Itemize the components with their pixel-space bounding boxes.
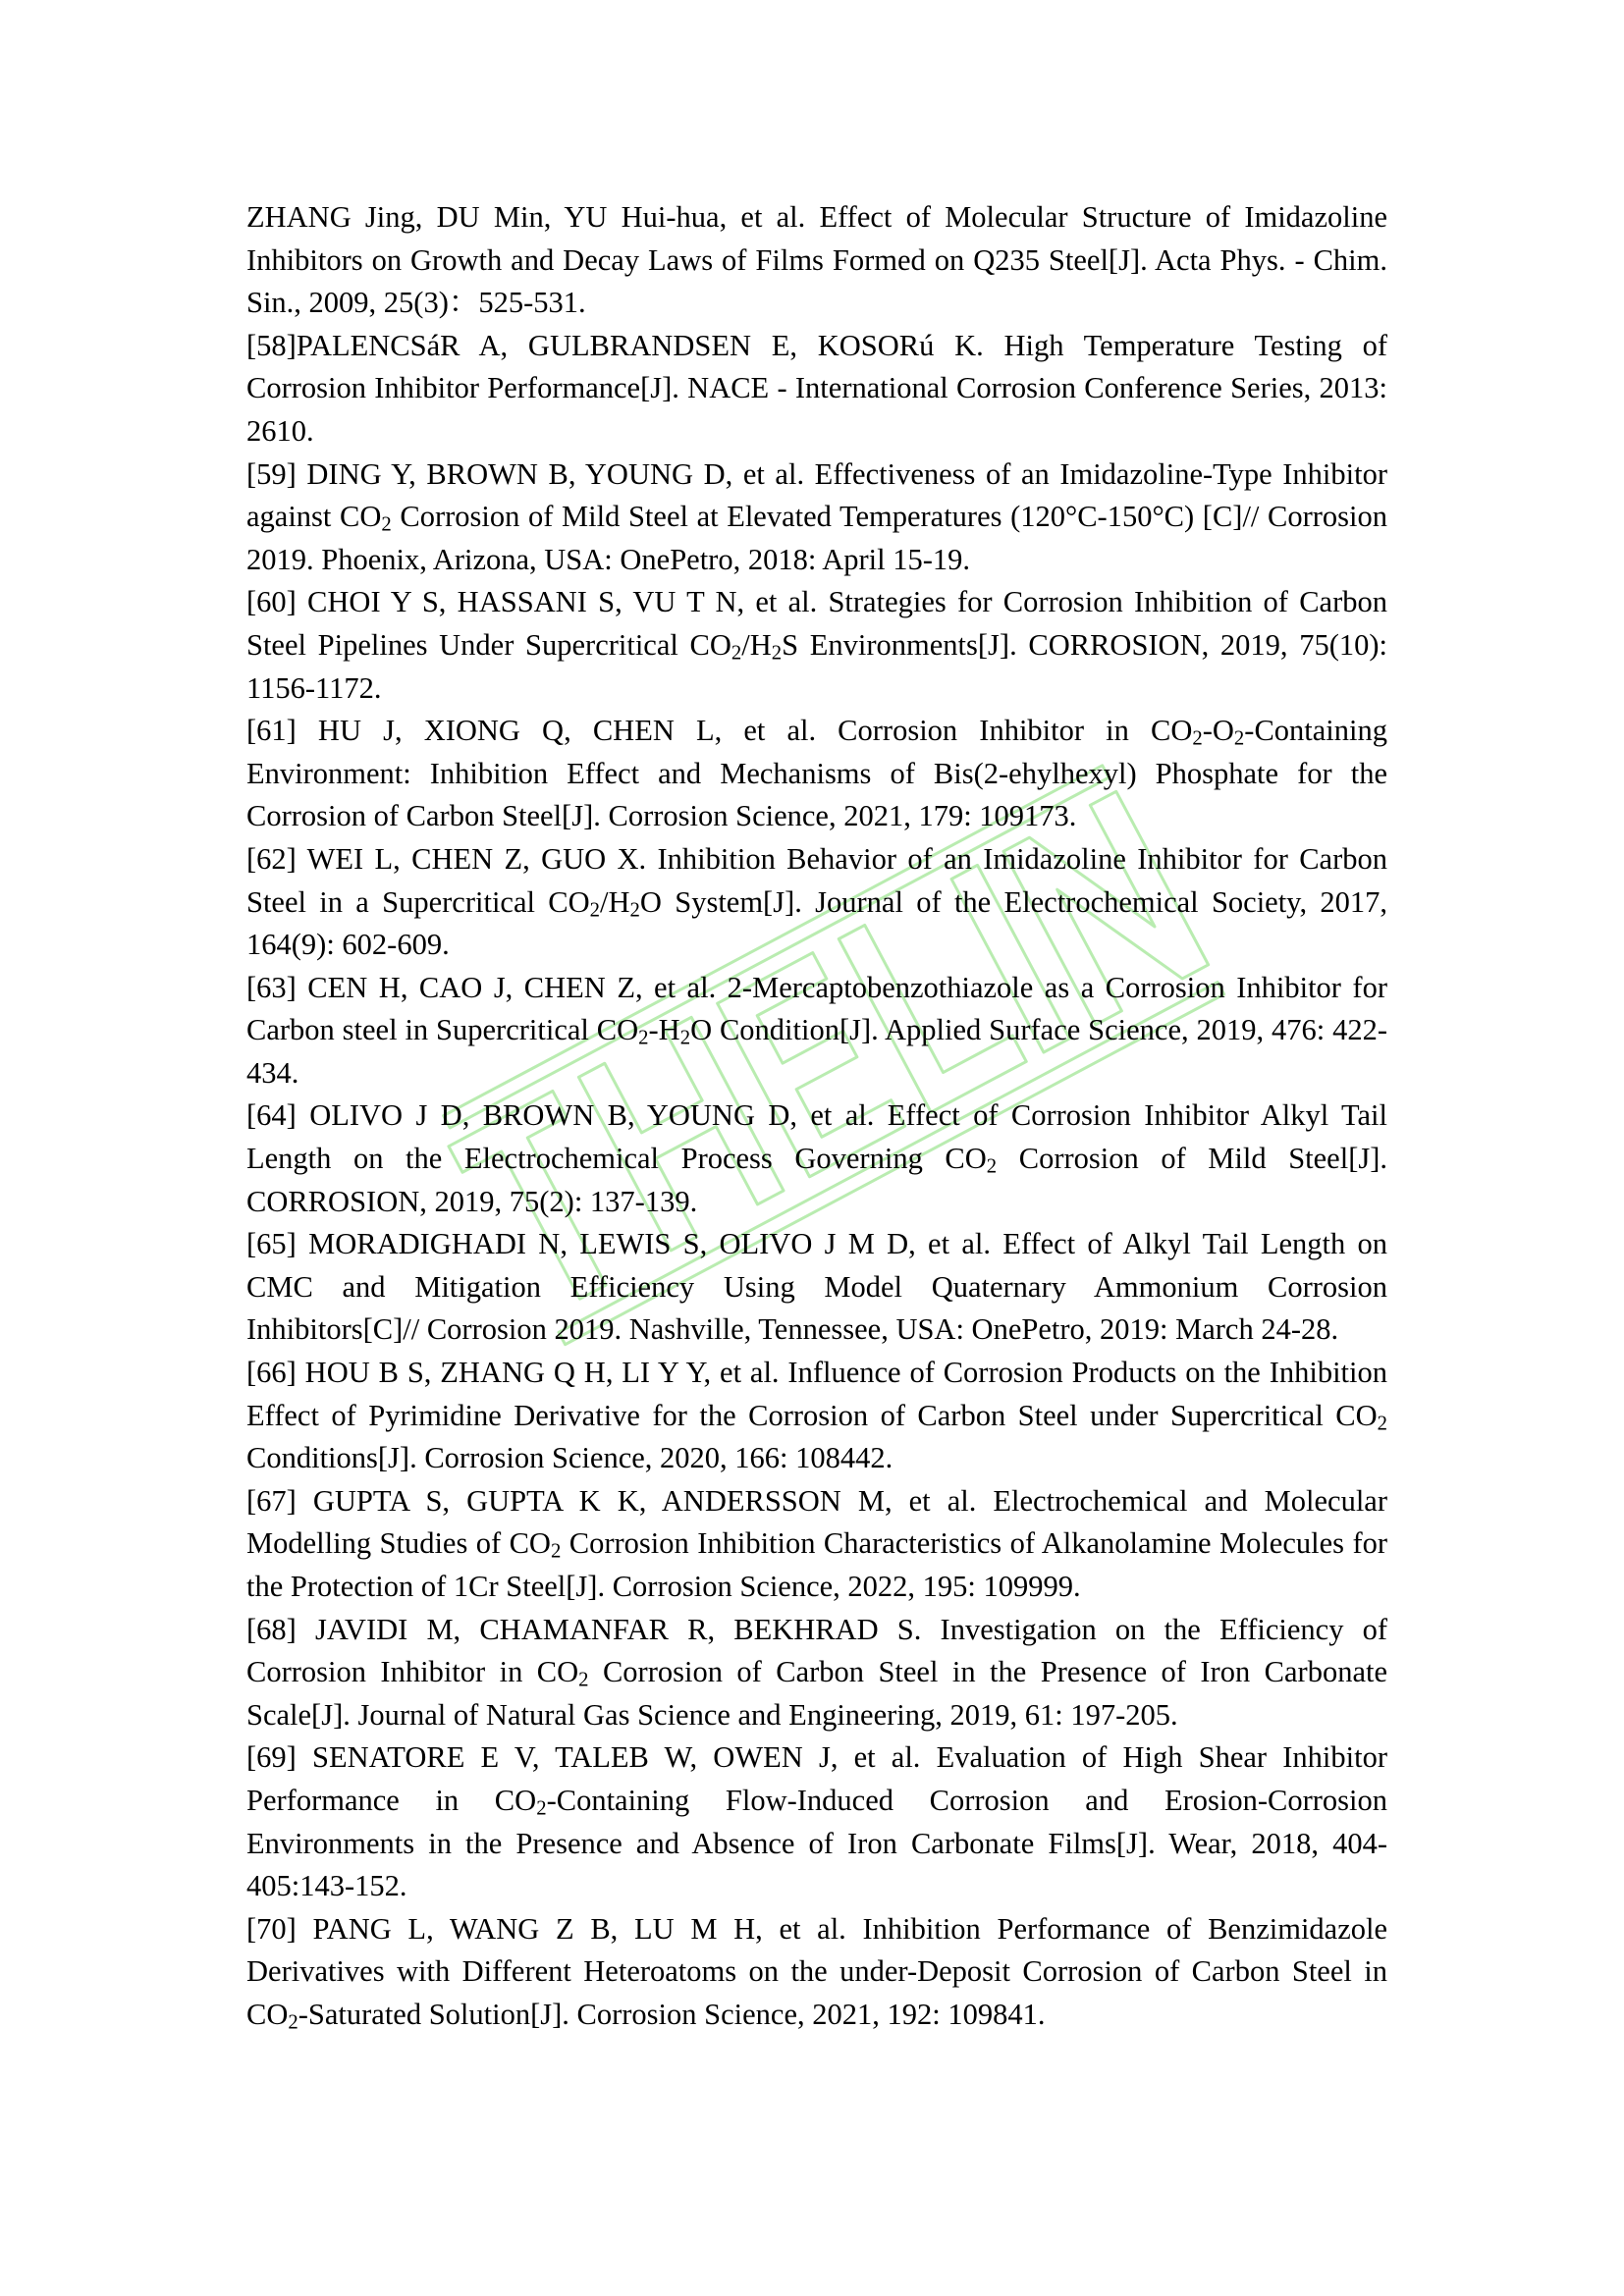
reference-text: Corrosion of Mild Steel at Elevated Temperatures (120°C-150°C) [C]// Corrosion 2019. Phoenix, Arizona, USA: OnePetro, 2018: April 15-19. [246,500,1388,576]
reference-entry [246,454,1387,582]
reference-text: 2 [771,642,783,665]
reference-text: [62] WEI L, CHEN Z, GUO X. Inhibition Behavior of an Imidazoline Inhibitor for Carbon Steel in a Supercritical CO [246,841,1387,919]
reference-text: 2 [679,1027,691,1049]
reference-text: -Containing Environment: Inhibition Effect and Mechanisms of Bis(2-ehylhexyl) Phosphate for the Corrosion of Carbon Steel[J]. Corrosion Science, 2021, 179: 109173. [246,714,1387,833]
reference-text: 2 [986,1155,998,1178]
reference-text: O System[J]. Journal of the Electrochemical Society, 2017, 164(9): 602-609. [246,884,1388,962]
reference-text: 2 [1192,727,1203,750]
reference-entry [246,325,1387,454]
reference-text: Corrosion of Carbon Steel in the Presence of Iron Carbonate Scale[J]. Journal of Natural Gas Science and Engineering, 2019, 61: 197-205. [246,1655,1387,1732]
reference-text: 2 [288,2011,298,2034]
reference-text: [60] CHOI Y S, HASSANI S, VU T N, et al. Strategies for Corrosion Inhibition of Carbon Steel Pipelines Under Supercritical CO [246,585,1387,662]
reference-text: O Condition[J]. Applied Surface Science, 2019, 476: 422-434. [246,1013,1387,1090]
reference-entry [246,1352,1387,1480]
reference-entry [246,1908,1387,2037]
reference-entry [246,1609,1387,1737]
reference-entry [246,710,1387,838]
reference-text: [68] JAVIDI M, CHAMANFAR R, BEKHRAD S. Investigation on the Efficiency of Corrosion Inhibitor in CO [246,1612,1387,1689]
reference-text: Corrosion Inhibition Characteristics of Alkanolamine Molecules for the Protection of 1Cr Steel[J]. Corrosion Science, 2022, 195: 109999. [246,1526,1388,1603]
reference-entry [246,196,1387,325]
reference-entry [246,1736,1387,1907]
reference-text: /H [741,627,772,662]
reference-text: /H [600,884,630,919]
reference-text: 2 [731,642,742,665]
reference-text: S Environments[J]. CORROSION, 2019, 75(10): 1156-1172. [246,627,1387,705]
reference-text: 2 [1377,1413,1387,1435]
reference-entry [246,1095,1387,1223]
reference-entry [246,1223,1387,1352]
reference-text: [69] SENATORE E V, TALEB W, OWEN J, et al. Evaluation of High Shear Inhibitor Performance in CO [246,1740,1387,1817]
reference-entry [246,967,1387,1095]
reference-text: -Saturated Solution[J]. Corrosion Science, 2021, 192: 109841. [298,1997,1046,2031]
reference-text: 2 [638,1027,649,1049]
reference-text: [65] MORADIGHADI N, LEWIS S, OLIVO J M D, et al. Effect of Alkyl Tail Length on CMC and Mitigation Efficiency Using Model Quaternary Ammonium Corrosion Inhibitors[C]// Corrosion 2019. Nashville, Tennessee, USA: OnePetro, 2019: March 24-28. [246,1227,1387,1347]
reference-text: [58]PALENCSáR A, GULBRANDSEN E, KOSORú K. High Temperature Testing of Corrosion Inhibitor Performance[J]. NACE - International Corrosion Conference Series, 2013: 2610. [246,328,1387,448]
reference-text: 2 [578,1669,589,1691]
reference-text: -H [648,1013,680,1047]
reference-entry [246,1480,1387,1609]
reference-text: 2 [550,1540,562,1563]
reference-text: [66] HOU B S, ZHANG Q H, LI Y Y, et al. Influence of Corrosion Products on the Inhibition Effect of Pyrimidine Derivative for the Corrosion of Carbon Steel under Supercritical CO [246,1356,1387,1432]
reference-text: -O [1202,714,1234,748]
reference-text: Conditions[J]. Corrosion Science, 2020, 166: 108442. [246,1441,893,1475]
reference-text: 2 [1233,727,1245,750]
reference-text: [61] HU J, XIONG Q, CHEN L, et al. Corrosion Inhibitor in CO [246,714,1193,748]
reference-list [246,196,1387,2037]
reference-text: [70] PANG L, WANG Z B, LU M H, et al. Inhibition Performance of Benzimidazole Derivatives with Different Heteroatoms on the under-Deposit Corrosion of Carbon Steel in CO [246,1911,1387,2031]
reference-text: -Containing Flow-Induced Corrosion and Erosion-Corrosion Environments in the Presence and Absence of Iron Carbonate Films[J]. Wear, 2018, 404-405:143-152. [246,1783,1387,1903]
reference-text: [59] DING Y, BROWN B, YOUNG D, et al. Effectiveness of an Imidazoline-Type Inhibitor against CO [246,456,1387,534]
reference-text: [67] GUPTA S, GUPTA K K, ANDERSSON M, et al. Electrochemical and Molecular Modelling Studies of CO [246,1483,1387,1561]
reference-text: [63] CEN H, CAO J, CHEN Z, et al. 2-Mercaptobenzothiazole as a Corrosion Inhibitor for Carbon steel in Supercritical CO [246,970,1387,1047]
reference-text: 2 [536,1797,547,1820]
reference-text: [64] OLIVO J D, BROWN B, YOUNG D, et al. Effect of Corrosion Inhibitor Alkyl Tail Length on the Electrochemical Process Governing CO [246,1098,1387,1176]
reference-text: 2 [589,899,601,922]
reference-text: ZHANG Jing, DU Min, YU Hui-hua, et al. Effect of Molecular Structure of Imidazoline Inhibitors on Growth and Decay Laws of Films Formed on Q235 Steel[J]. Acta Phys. - Chim. Sin., 2009, 25(3)：525-531. [246,200,1387,320]
reference-text: 2 [629,899,640,922]
reference-entry [246,581,1387,710]
reference-text: 2 [381,513,392,536]
reference-text: Corrosion of Mild Steel[J]. CORROSION, 2019, 75(2): 137-139. [246,1142,1387,1218]
reference-entry [246,838,1387,967]
